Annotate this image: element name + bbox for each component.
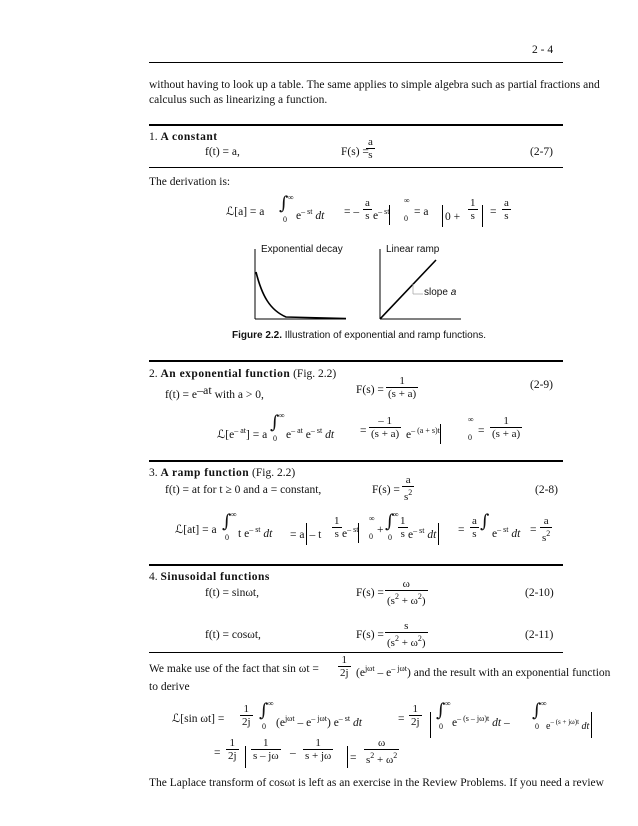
fraction-numerator: a: [405, 474, 411, 486]
int-lower: 0: [388, 533, 392, 542]
section-1-top-rule: [149, 124, 563, 126]
s1-bracket: [440, 205, 460, 227]
linear-ramp-plot: [380, 249, 461, 319]
section-4-Fs-lhs-sin: F(s) =: [356, 587, 384, 599]
den-close: ): [421, 595, 426, 607]
s3-e3: [492, 523, 520, 541]
euler-post: ) and the result with an exponential function: [406, 667, 611, 679]
section-2-Fs-lhs: F(s) =: [356, 384, 384, 396]
integral-sign-icon: ∫: [532, 700, 542, 721]
s1-f2: [468, 197, 478, 222]
s1-eq3: =: [490, 206, 497, 218]
figure-caption-text: Illustration of exponential and ramp functions.: [284, 330, 487, 341]
den-exponent: 2: [408, 488, 413, 497]
fraction-denominator: s – jω: [253, 750, 279, 762]
section-3-number: 3.: [149, 467, 158, 479]
sin-l2-bracket-right: [345, 746, 357, 768]
sin-integral-b: [546, 712, 594, 738]
s3-integrand: [238, 523, 272, 541]
s1-f3: [502, 197, 511, 222]
exp-exponent: – (s – jω)t: [457, 714, 490, 723]
section-4-heading: [149, 570, 270, 584]
section-3-ft: f(t) = at for t ≥ 0 and a = constant,: [165, 484, 322, 496]
bracket-left: [430, 712, 431, 738]
int-upper: ∞: [445, 699, 451, 708]
int-lower: 0: [283, 215, 287, 224]
fraction-numerator: ω: [377, 737, 386, 749]
s3-eq1: [290, 523, 321, 545]
sin-l2-eq: =: [214, 747, 221, 759]
s3-plus: +: [377, 524, 384, 536]
section-2-number: 2.: [149, 368, 158, 380]
int-upper: ∞: [279, 411, 285, 420]
den-post: + ω: [401, 637, 418, 649]
exp-exponent: – (a + s)t: [411, 426, 440, 435]
section-1-heading: [149, 130, 218, 144]
integrand-base: e: [286, 429, 292, 441]
exp-base: e: [408, 529, 414, 541]
int-lower: 0: [273, 434, 277, 443]
fraction-numerator: 1: [412, 703, 419, 715]
lhs-exponent: – at: [234, 426, 246, 435]
int-upper: ∞: [541, 699, 547, 708]
integrand-exponent: – st: [301, 207, 313, 216]
int-upper: ∞: [288, 193, 294, 202]
fraction-denominator: s: [332, 527, 342, 540]
fraction-numerator: ω: [402, 578, 410, 590]
sin-l2-eq2: =: [350, 752, 357, 764]
evaluation-bar: [440, 424, 441, 444]
inner-term: – t: [309, 529, 322, 541]
section-4-number: 4.: [149, 571, 158, 583]
fraction-denominator: s + jω: [305, 750, 332, 762]
paren-close: ) e: [326, 717, 339, 729]
fraction-numerator: a: [543, 515, 549, 527]
s2-f1: [369, 415, 401, 440]
fraction-denominator: s: [502, 209, 511, 222]
eval-lower: 0: [468, 433, 472, 442]
minus-e: – e: [297, 717, 312, 729]
euler-fraction: [338, 654, 351, 679]
exp-base: e: [373, 210, 379, 222]
derivation-label: The derivation is:: [149, 176, 231, 188]
section-4-ft-sin: f(t) = sinωt,: [205, 587, 259, 599]
integrand-exponent: – at: [291, 426, 303, 435]
exp-exponent: – st: [378, 207, 390, 216]
section-3-eq-number: (2-8): [535, 484, 558, 496]
sin-g4: [364, 737, 399, 766]
section-1-number: 1.: [149, 131, 158, 143]
evaluation-bar: [358, 523, 359, 543]
int-lower: 0: [225, 533, 229, 542]
exp-base: e: [452, 717, 458, 729]
integrand-exponent: – st: [249, 525, 261, 534]
fraction-denominator: s: [363, 209, 372, 222]
sin-deriv-lhs: ℒ[sin ωt] =: [172, 713, 225, 725]
sin-integral-a: [452, 712, 510, 730]
lhs-post: ] = a: [246, 429, 268, 441]
fraction-numerator: a: [365, 197, 370, 209]
fraction-denominator: 2j: [411, 716, 420, 728]
int-lower: 0: [262, 722, 266, 731]
eval-upper: ∞: [468, 415, 474, 424]
section-4-Fs-lhs-cos: F(s) =: [356, 629, 384, 641]
fraction-numerator: a: [368, 136, 373, 148]
integrand-base: t e: [238, 528, 250, 540]
int-lower: 0: [535, 722, 539, 731]
integral-sign-icon: ∫: [270, 412, 280, 433]
sin-l2-bracket-left: [243, 746, 248, 768]
exponential-decay-plot: [255, 249, 346, 319]
fraction-numerator: 1: [229, 737, 236, 749]
s2-deriv-lhs: [217, 424, 267, 442]
bracket-right: [591, 712, 592, 738]
exp-exponent: – (s + jω)t: [550, 718, 580, 726]
den-close: ): [421, 637, 426, 649]
fraction-denominator: [402, 486, 414, 503]
den-base: s: [366, 754, 371, 766]
integral-sign-icon: ∫: [279, 193, 289, 214]
euler-exp-1: jωt: [364, 664, 375, 673]
den-post: + ω: [377, 754, 394, 766]
intro-line-1: without having to look up a table. The same applies to simple algebra such as partial fractions and: [149, 79, 600, 91]
integrand-base: e: [296, 210, 302, 222]
s3-f4: [540, 515, 552, 544]
ft-base: f(t) = e: [165, 389, 198, 401]
exp-exponent: – st: [413, 526, 425, 535]
s3-f3: [470, 515, 479, 540]
den-exponent-2: 2: [417, 634, 422, 643]
exponential-decay-curve: [256, 272, 346, 319]
section-1-ft: f(t) = a,: [205, 146, 240, 158]
fraction-numerator: 1: [470, 197, 476, 209]
s1-deriv-lhs: ℒ[a] = a: [226, 206, 265, 218]
dt: dt: [581, 721, 590, 732]
bracket-right: [482, 205, 483, 227]
eval-lower: 0: [369, 532, 373, 541]
fraction-denominator: (s + a): [492, 428, 521, 440]
slope-variable: a: [450, 287, 457, 298]
bracket-left: [245, 746, 246, 768]
s1-eq2: = a: [414, 206, 429, 218]
dt: dt: [315, 210, 325, 222]
eval-upper: ∞: [369, 514, 375, 523]
den-exponent: 2: [394, 592, 399, 601]
den-exponent: 2: [546, 529, 551, 538]
figure-caption-label: Figure 2.2.: [232, 330, 283, 341]
fraction-denominator: s: [398, 527, 408, 540]
fraction-numerator: – 1: [378, 415, 392, 427]
paren-open: (e: [276, 717, 285, 729]
s1-eq1: = –: [344, 206, 360, 218]
dt: dt: [353, 717, 362, 729]
figure-caption: [232, 330, 486, 341]
dt: dt: [427, 529, 437, 541]
section-4-bottom-rule: [149, 652, 563, 653]
fraction-denominator: s: [468, 209, 478, 222]
sin-eq1: =: [398, 713, 405, 725]
exp-base: e: [546, 721, 551, 732]
section-4-ft-cos: f(t) = cosωt,: [205, 629, 261, 641]
den-exponent-2: 2: [417, 592, 422, 601]
section-3-heading: [149, 466, 295, 480]
slope-label: [424, 287, 456, 298]
section-2-heading: [149, 367, 336, 381]
integral-sign-icon: ∫: [222, 511, 232, 532]
section-4-Fs-fraction-sin: [385, 578, 428, 607]
fraction-denominator: [364, 749, 399, 766]
fraction-numerator: 1: [263, 737, 269, 749]
den-post: + ω: [401, 595, 418, 607]
fraction-numerator: 1: [400, 515, 406, 527]
fraction-denominator: [385, 632, 428, 649]
exp-2: – jωt: [311, 714, 327, 723]
exp-exponent: – st: [347, 525, 359, 534]
s2-eq2: =: [478, 425, 485, 437]
fraction-denominator: [540, 527, 552, 544]
bracket-right: [347, 746, 348, 768]
int-lower: 0: [439, 722, 443, 731]
fraction-denominator: (s + a): [388, 388, 417, 400]
lhs-base: ℒ[e: [217, 429, 235, 441]
euler-pre: We make use of the fact that sin ωt =: [149, 663, 319, 675]
section-3-top-rule: [149, 460, 563, 462]
fraction-numerator: 1: [341, 654, 348, 666]
section-2-eq-number: (2-9): [530, 379, 553, 391]
fraction-denominator: 2j: [340, 667, 349, 679]
s2-integrand: [286, 424, 334, 442]
evaluation-bar: [389, 205, 390, 225]
dt: dt: [263, 528, 273, 540]
figure-right-title: Linear ramp: [386, 244, 440, 255]
fraction-numerator: s: [404, 620, 409, 632]
euler-expression: [356, 662, 610, 680]
s3-f2: [398, 515, 408, 540]
section-3-title: A ramp function: [160, 467, 250, 479]
fraction-denominator: 2j: [228, 750, 237, 762]
exp-exponent: – st: [497, 525, 509, 534]
figure-left-title: Exponential decay: [261, 244, 343, 255]
bracket-left: [306, 523, 307, 545]
integrand-exponent-2: – st: [310, 426, 323, 435]
sin-l2-minus: –: [290, 747, 296, 759]
s1-integrand: [296, 205, 324, 223]
fraction-numerator: a: [472, 515, 477, 527]
section-3-Fs-lhs: F(s) =: [372, 484, 400, 496]
integrand-base-2: e: [305, 429, 311, 441]
ft-exponent: –at: [197, 383, 212, 397]
slope-label-word: slope: [424, 287, 448, 298]
sin-f2: [409, 703, 422, 728]
s3-eq2: =: [458, 524, 465, 536]
fraction-numerator: 1: [243, 703, 250, 715]
s3-e2: [408, 523, 441, 545]
fraction-numerator: 1: [315, 737, 321, 749]
section-4-eq-number-sin: (2-10): [525, 587, 554, 599]
section-2-title: An exponential function: [160, 368, 291, 380]
den-base: (s: [387, 595, 395, 607]
section-4-eq-number-cos: (2-11): [525, 629, 554, 641]
s3-e1: [342, 523, 359, 543]
sin-integrand: [276, 712, 362, 730]
exp-1: jωt: [284, 714, 295, 723]
s3-eq3: =: [530, 524, 537, 536]
section-1-title: A constant: [160, 131, 218, 143]
ft-condition: with a > 0,: [214, 389, 264, 401]
section-1-bottom-rule: [149, 167, 563, 168]
section-1-Fs-lhs: F(s) =: [341, 146, 369, 158]
fraction-numerator: a: [504, 197, 509, 209]
section-3-figure-ref: (Fig. 2.2): [252, 467, 296, 479]
section-4-top-rule: [149, 564, 563, 566]
bracket-inner: 0 +: [445, 211, 461, 223]
den-base: s: [542, 532, 547, 544]
section-4-title: Sinusoidal functions: [160, 571, 270, 583]
s2-e2: [406, 424, 441, 444]
den-exponent: 2: [370, 751, 375, 760]
dt: dt: [511, 528, 521, 540]
euler-open: (e: [356, 667, 365, 679]
den-base: s: [404, 491, 409, 503]
integral-sign-icon: ∫: [480, 511, 490, 532]
bracket-right: [438, 523, 439, 545]
s1-f1: [363, 197, 372, 222]
eval-lower: 0: [404, 214, 408, 223]
fraction-numerator: 1: [399, 375, 405, 387]
exp-3: – st: [338, 714, 351, 723]
integral-sign-icon: ∫: [259, 700, 269, 721]
bracket-left: [442, 205, 443, 227]
sin-f1: [240, 703, 253, 728]
s1-bracket-close: [480, 205, 485, 227]
figure-2-2: [248, 244, 468, 324]
s2-f2: [490, 415, 522, 440]
exp-base: e: [406, 429, 412, 441]
page-number: 2 - 4: [532, 44, 554, 56]
section-1-Fs-fraction: [366, 136, 375, 161]
exp-base: e: [492, 528, 498, 540]
fraction-denominator: 2j: [242, 716, 251, 728]
euler-exp-2: – jωt: [391, 664, 407, 673]
section-2-Fs-fraction: [386, 375, 418, 400]
dt: dt: [325, 429, 335, 441]
s3-deriv-lhs: ℒ[at] = a: [175, 524, 217, 536]
fraction-denominator: s: [470, 527, 479, 540]
euler-minus: – e: [377, 667, 392, 679]
integral-sign-icon: ∫: [385, 511, 395, 532]
int-upper: ∞: [231, 510, 237, 519]
s1-e2: [373, 205, 390, 225]
sin-g1: [226, 737, 239, 762]
eq-text: = a: [290, 529, 305, 541]
intro-line-2: calculus such as linearizing a function.: [149, 94, 328, 106]
closing-line: The Laplace transform of cosωt is left as an exercise in the Review Problems. If you need a review: [149, 777, 604, 789]
exp-base: e: [342, 528, 348, 540]
section-2-ft: [165, 383, 264, 402]
section-1-eq-number: (2-7): [530, 146, 553, 158]
fraction-numerator: 1: [334, 515, 340, 527]
fraction-numerator: 1: [503, 415, 509, 427]
den-exponent: 2: [394, 634, 399, 643]
den-exponent-2: 2: [393, 751, 398, 760]
dt: dt –: [492, 717, 510, 729]
section-3-Fs-fraction: [402, 474, 414, 503]
section-4-Fs-fraction-cos: [385, 620, 428, 649]
integral-sign-icon: ∫: [436, 700, 446, 721]
header-rule: [149, 62, 563, 63]
sin-g2: [251, 737, 281, 762]
sin-bracket-left: [428, 712, 433, 738]
int-upper: ∞: [268, 699, 274, 708]
s2-eq1: =: [360, 425, 367, 437]
sin-g3: [303, 737, 333, 762]
euler-line-2: to derive: [149, 681, 190, 693]
section-2-figure-ref: (Fig. 2.2): [293, 368, 337, 380]
section-2-top-rule: [149, 360, 563, 362]
eval-upper: ∞: [404, 196, 410, 205]
s3-f1: [332, 515, 342, 540]
fraction-denominator: s: [366, 148, 375, 161]
den-base: (s: [387, 637, 395, 649]
fraction-denominator: (s + a): [371, 428, 400, 440]
fraction-denominator: [385, 590, 428, 607]
int-upper: ∞: [393, 510, 399, 519]
